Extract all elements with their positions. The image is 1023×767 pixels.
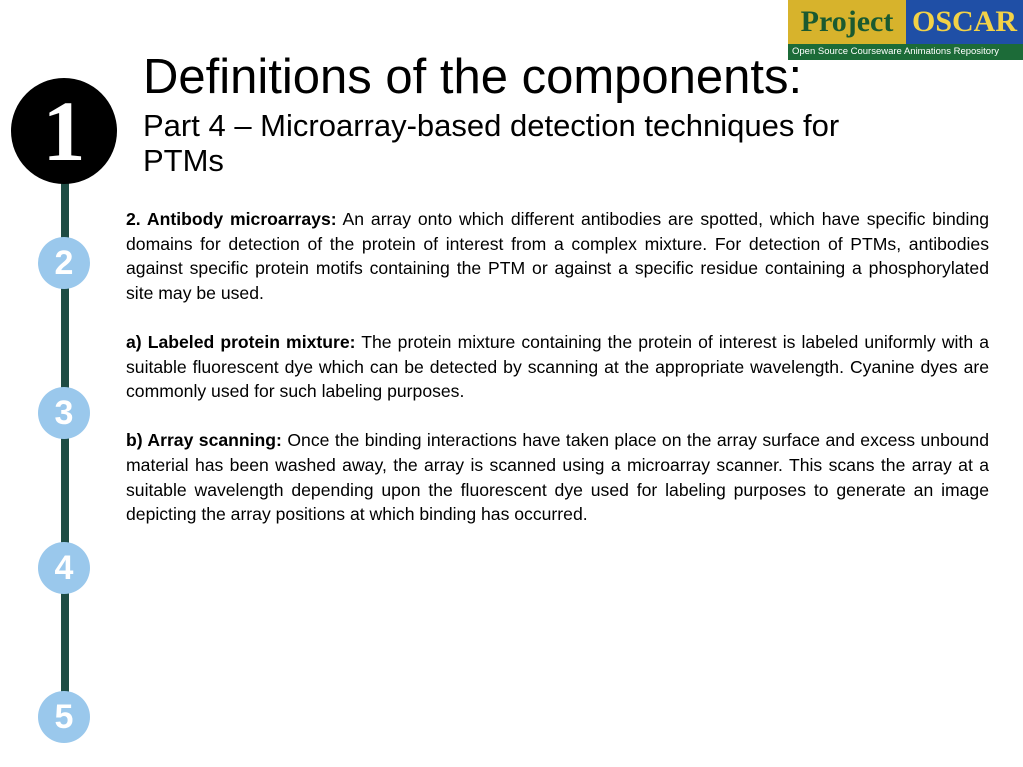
step-4-button[interactable]: 4 bbox=[38, 542, 90, 594]
step-3-button[interactable]: 3 bbox=[38, 387, 90, 439]
logo-wordmark bbox=[788, 0, 1023, 44]
step-2-button[interactable]: 2 bbox=[38, 237, 90, 289]
paragraph-heading: a) Labeled protein mixture: bbox=[126, 331, 356, 352]
content-body bbox=[126, 207, 989, 551]
antibody-microarrays-paragraph bbox=[126, 207, 989, 305]
page-subtitle: Part 4 – Microarray-based detection techniques for PTMs bbox=[143, 108, 840, 178]
logo-word-project: Project bbox=[788, 0, 906, 44]
paragraph-text: Once the binding interactions have taken place on the array surface and excess unbound material has been washed away, the array is scanned using a microarray scanner. This scans the array at a suitable wavelength depending upon the fluorescent dye used for labeling purposes to generate an image depicting the array positions at which binding has occurred. bbox=[126, 430, 989, 525]
paragraph-heading: b) Array scanning: bbox=[126, 430, 282, 451]
paragraph-text: The protein mixture containing the protein of interest is labeled uniformly with a suitable fluorescent dye which can be detected by scanning at the appropriate wavelength. Cyanine dyes are commonly used for such labeling purposes. bbox=[126, 331, 989, 402]
logo-tagline: Open Source Courseware Animations Repository bbox=[792, 46, 999, 57]
labeled-protein-mixture-paragraph bbox=[126, 330, 989, 404]
paragraph-heading: 2. Antibody microarrays: bbox=[126, 209, 337, 229]
project-oscar-logo bbox=[788, 0, 1023, 60]
paragraph-text: An array onto which different antibodies are spotted, which have specific binding domains for detection of the protein of interest from a complex mixture. For detection of PTMs, antibodies against specific protein motifs containing the PTM or against a specific residue containing a phosphorylated site may be used. bbox=[126, 209, 990, 303]
page-title: Definitions of the components: bbox=[143, 50, 803, 104]
current-step-indicator: 1 bbox=[11, 78, 117, 184]
array-scanning-paragraph bbox=[126, 428, 989, 526]
logo-word-oscar: OSCAR bbox=[906, 0, 1023, 44]
step-5-button[interactable]: 5 bbox=[38, 691, 90, 743]
